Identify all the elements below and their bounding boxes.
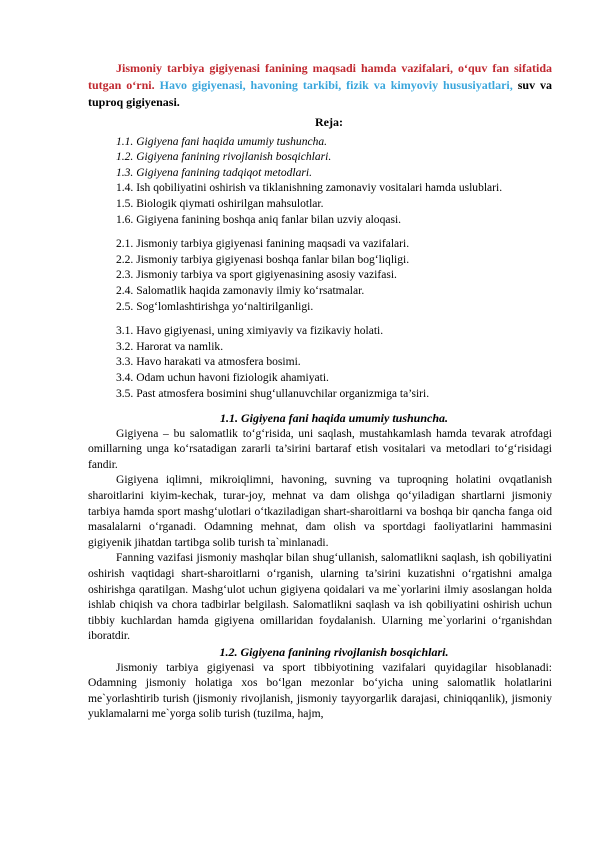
document-title: [88, 60, 552, 111]
plan-item: 3.3. Havo harakati va atmosfera bosimi.: [116, 356, 301, 369]
plan-group-3: [88, 324, 552, 402]
body-paragraph: Fanning vazifasi jismoniy mashqlar bilan shug‘ullanish, salomatlikni saqlash, ish qobiliyatini oshirish vaqtidagi shart-sharoitlarni o‘rganish, ularning ta’sirini kuzatishni o‘rgatishni amalga oshirishga qaratilgan. Mashg‘ulot uchun gigiyena qoidalari va me`yorlarini ilmiy asoslangan holda ishlab chiqish va chora tadbirlar belgilash. Salomatlikni saqlash va ish qobiliyatini oshirish uchun tibbiy kuchlardan hamda gigiyena omillaridan foydalanish. Ularning me`yorlarini o‘rganishdan iboratdir.: [88, 552, 552, 643]
body-paragraph: Gigiyena – bu salomatlik to‘g‘risida, uni saqlash, mustahkamlash hamda tevarak atrofdagi omillarning unga ko‘rsatadigan zararli ta’sirini bartaraf etish vositalari va metodlari to‘g‘risidagi fandir.: [88, 427, 552, 471]
plan-heading: Reja:: [315, 115, 343, 129]
plan-item: 1.2. Gigiyena fanining rivojlanish bosqichlari.: [116, 151, 332, 164]
plan-item: 1.6. Gigiyena fanining boshqa aniq fanlar bilan uzviy aloqasi.: [116, 213, 402, 226]
section-heading: 1.2. Gigiyena fanining rivojlanish bosqichlari.: [219, 645, 449, 659]
plan-item: 2.3. Jismoniy tarbiya va sport gigiyenasining asosiy vazifasi.: [116, 269, 397, 282]
plan-item: 3.2. Harorat va namlik.: [116, 340, 224, 353]
plan-item: 1.4. Ish qobiliyatini oshirish va tiklanishning zamonaviy vositalari hamda uslublari.: [116, 182, 503, 195]
title-part-air-hygiene: Havo gigiyenasi, havoning tarkibi, fizik va kimyoviy hususiyatlari,: [159, 78, 513, 92]
title-part-aims: Jismoniy tarbiya gigiyenasi fanining maqsadi hamda vazifalari, o‘quv fan sifatida tutgan o‘rni.: [88, 61, 552, 92]
body-paragraph: Jismoniy tarbiya gigiyenasi va sport tibbiyotining vazifalari quyidagilar hisoblanadi: Odamning jismoniy holatiga xos bo‘lgan mezonlar bo‘yicha uning salomatlik holatlarini me`yorlashtirib turish (jismoniy rivojlanish, jismoniy tayyorgarlik darajasi, chiniqqanlik), jismoniy yuklamalarni me`yorga solib turish (tuzilma, hajm,: [88, 661, 552, 721]
plan-group-2: [88, 237, 552, 315]
plan-item: 3.4. Odam uchun havoni fiziologik ahamiyati.: [116, 371, 329, 384]
plan-item: 2.1. Jismoniy tarbiya gigiyenasi fanining maqsadi va vazifalari.: [116, 238, 410, 251]
plan-item: 1.1. Gigiyena fani haqida umumiy tushuncha.: [116, 135, 328, 148]
plan-item: 1.3. Gigiyena fanining tadqiqot metodlari.: [116, 166, 312, 179]
plan-item: 2.5. Sog‘lomlashtirishga yo‘naltirilganligi.: [116, 300, 314, 313]
title-part-water-soil: suv va tuproq gigiyenasi.: [88, 78, 553, 109]
document-page: [88, 60, 552, 723]
plan-item: 3.5. Past atmosfera bosimini shug‘ullanuvchilar organizmiga ta’siri.: [116, 387, 430, 400]
plan-item: 1.5. Biologik qiymati oshirilgan mahsulotlar.: [116, 197, 324, 210]
plan-group-1: [88, 135, 552, 229]
body-paragraph: Gigiyena iqlimni, mikroiqlimni, havoning, suvning va tuproqning holatini ovqatlanish sharoitlarini kiyim-kechak, turar-joy, mehnat va dam olishga qo‘yiladigan shartlarni jismoniy tarbiya hamda sport mashg‘ulotlari o‘tkaziladigan shart-sharoitlarni va boshqa bir qancha fanga oid masalalarni o‘rganadi. Odamning mehnat, dam olish va sportdagi faoliyatlarini hammasini gigiyenik jihatdan tartibga solib turish ta`minlanadi.: [88, 474, 552, 549]
plan-item: 2.2. Jismoniy tarbiya gigiyenasi boshqa fanlar bilan bog‘liqligi.: [116, 253, 410, 266]
plan-item: 2.4. Salomatlik haqida zamonaviy ilmiy ko‘rsatmalar.: [116, 284, 365, 297]
plan-item: 3.1. Havo gigiyenasi, uning ximiyaviy va fizikaviy holati.: [116, 325, 384, 338]
section-heading: 1.1. Gigiyena fani haqida umumiy tushuncha.: [219, 411, 449, 426]
